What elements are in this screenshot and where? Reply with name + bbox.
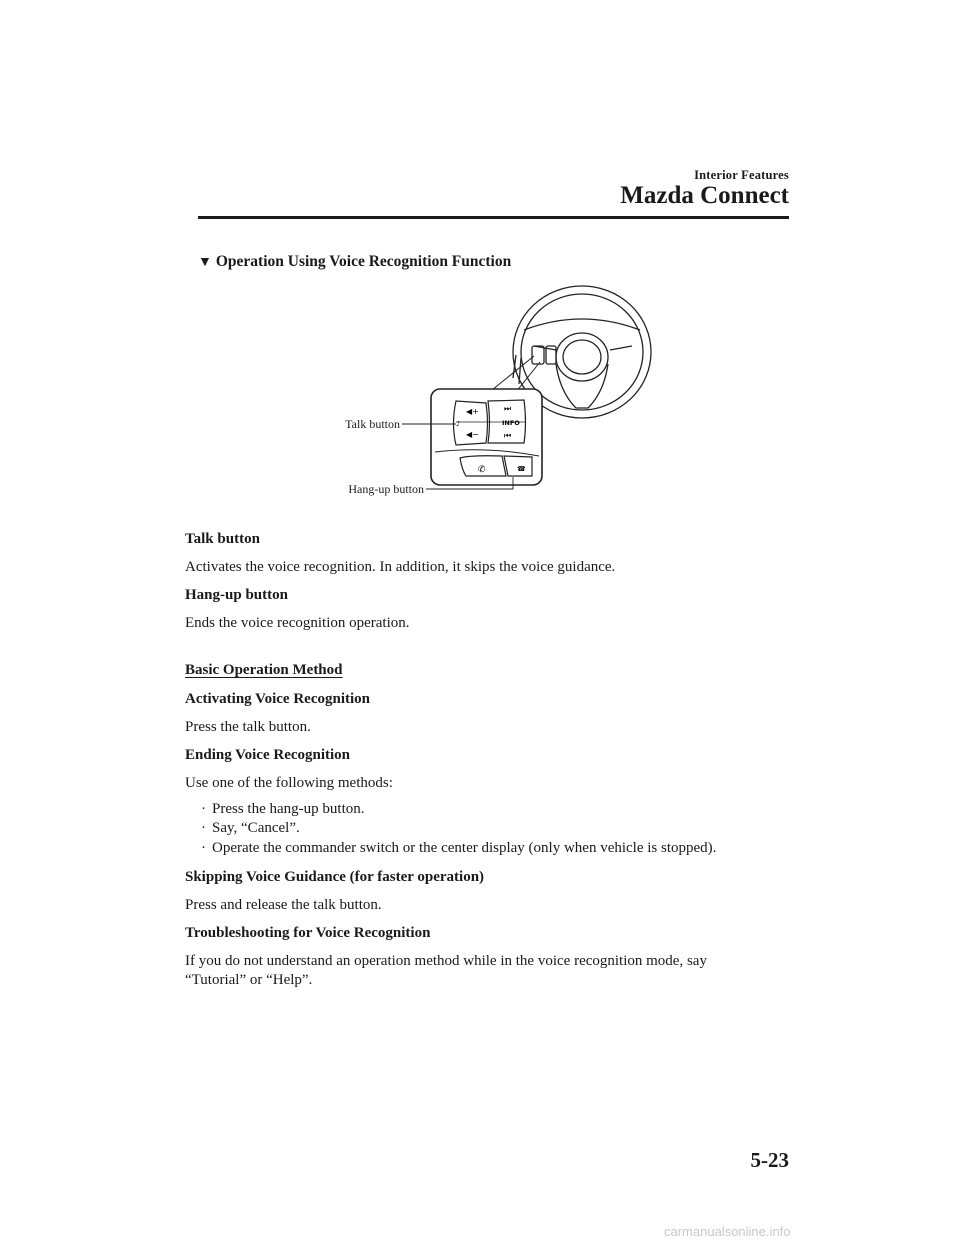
page-number: 5-23 [750, 1148, 789, 1172]
next-track-icon: ⏭ [504, 404, 512, 413]
talk-button-description: Activates the voice recognition. In addition, it skips the voice guidance. [185, 559, 616, 575]
skipping-description: Press and release the talk button. [185, 897, 382, 913]
list-item: · Operate the commander switch or the center display (only when vehicle is stopped). [201, 840, 717, 856]
subheading [198, 253, 511, 271]
troubleshooting-description-line2: “Tutorial” or “Help”. [185, 972, 313, 988]
header-rule [198, 216, 789, 219]
volume-down-icon: ◀− [466, 430, 479, 439]
steering-wheel-figure [320, 280, 660, 500]
control-panel-inset [431, 389, 542, 485]
hangup-button-heading: Hang-up button [185, 587, 288, 603]
list-item: · Press the hang-up button. [201, 801, 365, 817]
info-button-label: INFO [502, 419, 520, 427]
talk-button-callout: Talk button [345, 417, 400, 431]
ending-heading: Ending Voice Recognition [185, 747, 351, 763]
previous-track-icon: ⏮ [504, 431, 512, 440]
list-item: · Say, “Cancel”. [201, 820, 300, 836]
troubleshooting-description-line1: If you do not understand an operation method while in the voice recognition mode, say [185, 953, 707, 969]
section-label: Interior Features [694, 168, 789, 182]
hang-up-phone-icon: ☎ [517, 465, 526, 473]
triangle-marker-icon: ▼ [198, 255, 212, 270]
basic-operation-heading: Basic Operation Method [185, 662, 343, 678]
hangup-button-callout: Hang-up button [348, 482, 424, 496]
activating-description: Press the talk button. [185, 719, 311, 735]
subheading-text: Operation Using Voice Recognition Function [215, 253, 512, 270]
watermark: carmanualsonline.info [664, 1224, 791, 1239]
talk-icon: ♪ [456, 420, 461, 428]
talk-button-heading: Talk button [185, 531, 260, 547]
pick-up-phone-icon: ✆ [478, 465, 486, 475]
section-title: Mazda Connect [620, 182, 789, 209]
hangup-button-description: Ends the voice recognition operation. [185, 615, 410, 631]
volume-up-icon: ◀+ [466, 407, 479, 416]
activating-heading: Activating Voice Recognition [185, 691, 370, 707]
skipping-heading: Skipping Voice Guidance (for faster operation) [185, 869, 485, 885]
ending-description: Use one of the following methods: [185, 775, 393, 791]
troubleshooting-heading: Troubleshooting for Voice Recognition [185, 925, 431, 941]
